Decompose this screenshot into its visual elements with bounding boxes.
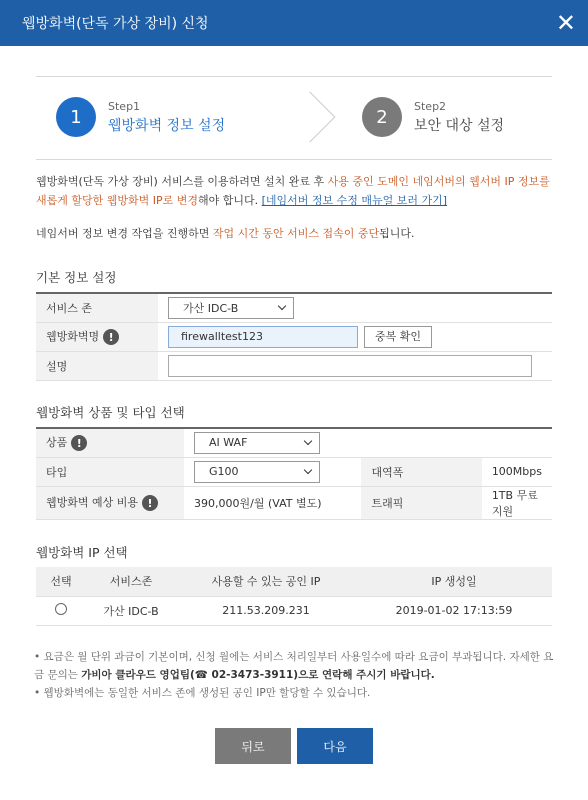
step-1-small: Step1 [108, 99, 141, 113]
step-1-number: 1 [56, 97, 96, 137]
step-chevron-icon [285, 92, 336, 143]
desc2-text: 네임서버 정보 변경 작업을 진행하면 [36, 227, 213, 240]
next-button[interactable]: 다음 [297, 728, 373, 764]
traffic-label: 트래픽 [361, 486, 481, 519]
bandwidth-label: 대역폭 [361, 457, 481, 486]
notes [34, 648, 554, 702]
name-label: 웹방화벽명 [46, 330, 100, 343]
product-label: 상품 [46, 436, 68, 450]
description-input[interactable] [168, 355, 532, 377]
step-2-small: Step2 [414, 99, 447, 113]
desc2-text-2: 됩니다. [379, 227, 415, 240]
ip-row-ip: 211.53.209.231 [176, 596, 356, 625]
step-1-label: 웹방화벽 정보 설정 [108, 117, 226, 134]
table-row[interactable] [36, 596, 552, 625]
type-select-value: G100 [209, 465, 239, 478]
info-icon[interactable]: ! [71, 435, 87, 451]
step-2-label: 보안 대상 설정 [414, 117, 505, 134]
ip-header-select: 선택 [36, 567, 86, 596]
cost-value: 390,000원/월 (VAT 별도) [184, 486, 361, 519]
ip-header-ip: 사용할 수 있는 공인 IP [176, 567, 356, 596]
description-2 [36, 224, 556, 243]
note-1 [34, 648, 554, 684]
dialog-header [0, 0, 588, 46]
description-1 [36, 172, 556, 210]
bandwidth-value: 100Mbps [482, 457, 552, 486]
desc2-highlight: 작업 시간 동안 서비스 접속이 중단 [212, 227, 380, 240]
zone-select-value: 가산 IDC-B [183, 301, 239, 315]
desc-text-2: 해야 합니다. [198, 194, 262, 207]
product-select[interactable] [194, 432, 320, 454]
product-select-value: AI WAF [209, 436, 248, 450]
zone-select[interactable] [168, 297, 294, 319]
desc-highlight: 사용 중인 도메인 네임서버의 웹서버 IP 정보를 새롭게 할당한 웹방화벽 IP로 변경 [36, 175, 550, 207]
product-title: 웹방화벽 상품 및 타입 선택 [36, 405, 185, 420]
ip-radio[interactable] [55, 603, 67, 615]
manual-link[interactable]: [네임서버 정보 수정 매뉴얼 보러 가기] [261, 194, 448, 207]
type-select[interactable] [194, 461, 320, 483]
button-bar [0, 728, 588, 764]
zone-label: 서비스 존 [36, 293, 158, 322]
ip-header-created: IP 생성일 [356, 567, 552, 596]
info-icon[interactable]: ! [142, 495, 158, 511]
type-label: 타입 [36, 457, 184, 486]
cost-label: 웹방화벽 예상 비용 [46, 496, 139, 509]
ip-header-zone: 서비스존 [86, 567, 176, 596]
chevron-down-icon [304, 466, 312, 474]
ip-table [36, 567, 552, 626]
ip-title: 웹방화벽 IP 선택 [36, 545, 128, 560]
note-1-bold: 가비아 클라우드 영업팀(☎ 02-3473-3911)으로 연락해 주시기 바랍니다. [81, 669, 435, 681]
dialog-title: 웹방화벽(단독 가상 장비) 신청 [22, 16, 209, 32]
ip-row-zone: 가산 IDC-B [86, 596, 176, 625]
back-button[interactable]: 뒤로 [215, 728, 291, 764]
close-icon[interactable]: ✕ [555, 9, 576, 37]
note-2: • 웹방화벽에는 동일한 서비스 존에 생성된 공인 IP만 할당할 수 있습니다. [34, 687, 371, 699]
ip-row-created: 2019-01-02 17:13:59 [356, 596, 552, 625]
chevron-down-icon [304, 437, 312, 445]
note-1-text: • 요금은 월 단위 과금이 기본이며, 신청 월에는 서비스 처리일부터 사용일수에 따라 요금이 부과됩니다. 자세한 요금 문의는 [34, 651, 554, 681]
product-table [36, 427, 552, 520]
firewall-name-input[interactable]: firewalltest123 [168, 326, 358, 348]
desc-text: 웹방화벽(단독 가상 장비) 서비스를 이용하려면 설치 완료 후 [36, 175, 328, 188]
basic-info-title: 기본 정보 설정 [36, 270, 117, 285]
step-indicator [36, 76, 552, 160]
traffic-value: 1TB 무료 지원 [482, 486, 552, 519]
basic-info-table [36, 292, 552, 381]
info-icon[interactable]: ! [103, 329, 119, 345]
step-2 [362, 97, 504, 137]
step-2-number: 2 [362, 97, 402, 137]
chevron-down-icon [278, 302, 286, 310]
description-label: 설명 [36, 351, 158, 380]
step-1 [56, 97, 225, 137]
duplicate-check-button[interactable]: 중복 확인 [364, 326, 432, 348]
